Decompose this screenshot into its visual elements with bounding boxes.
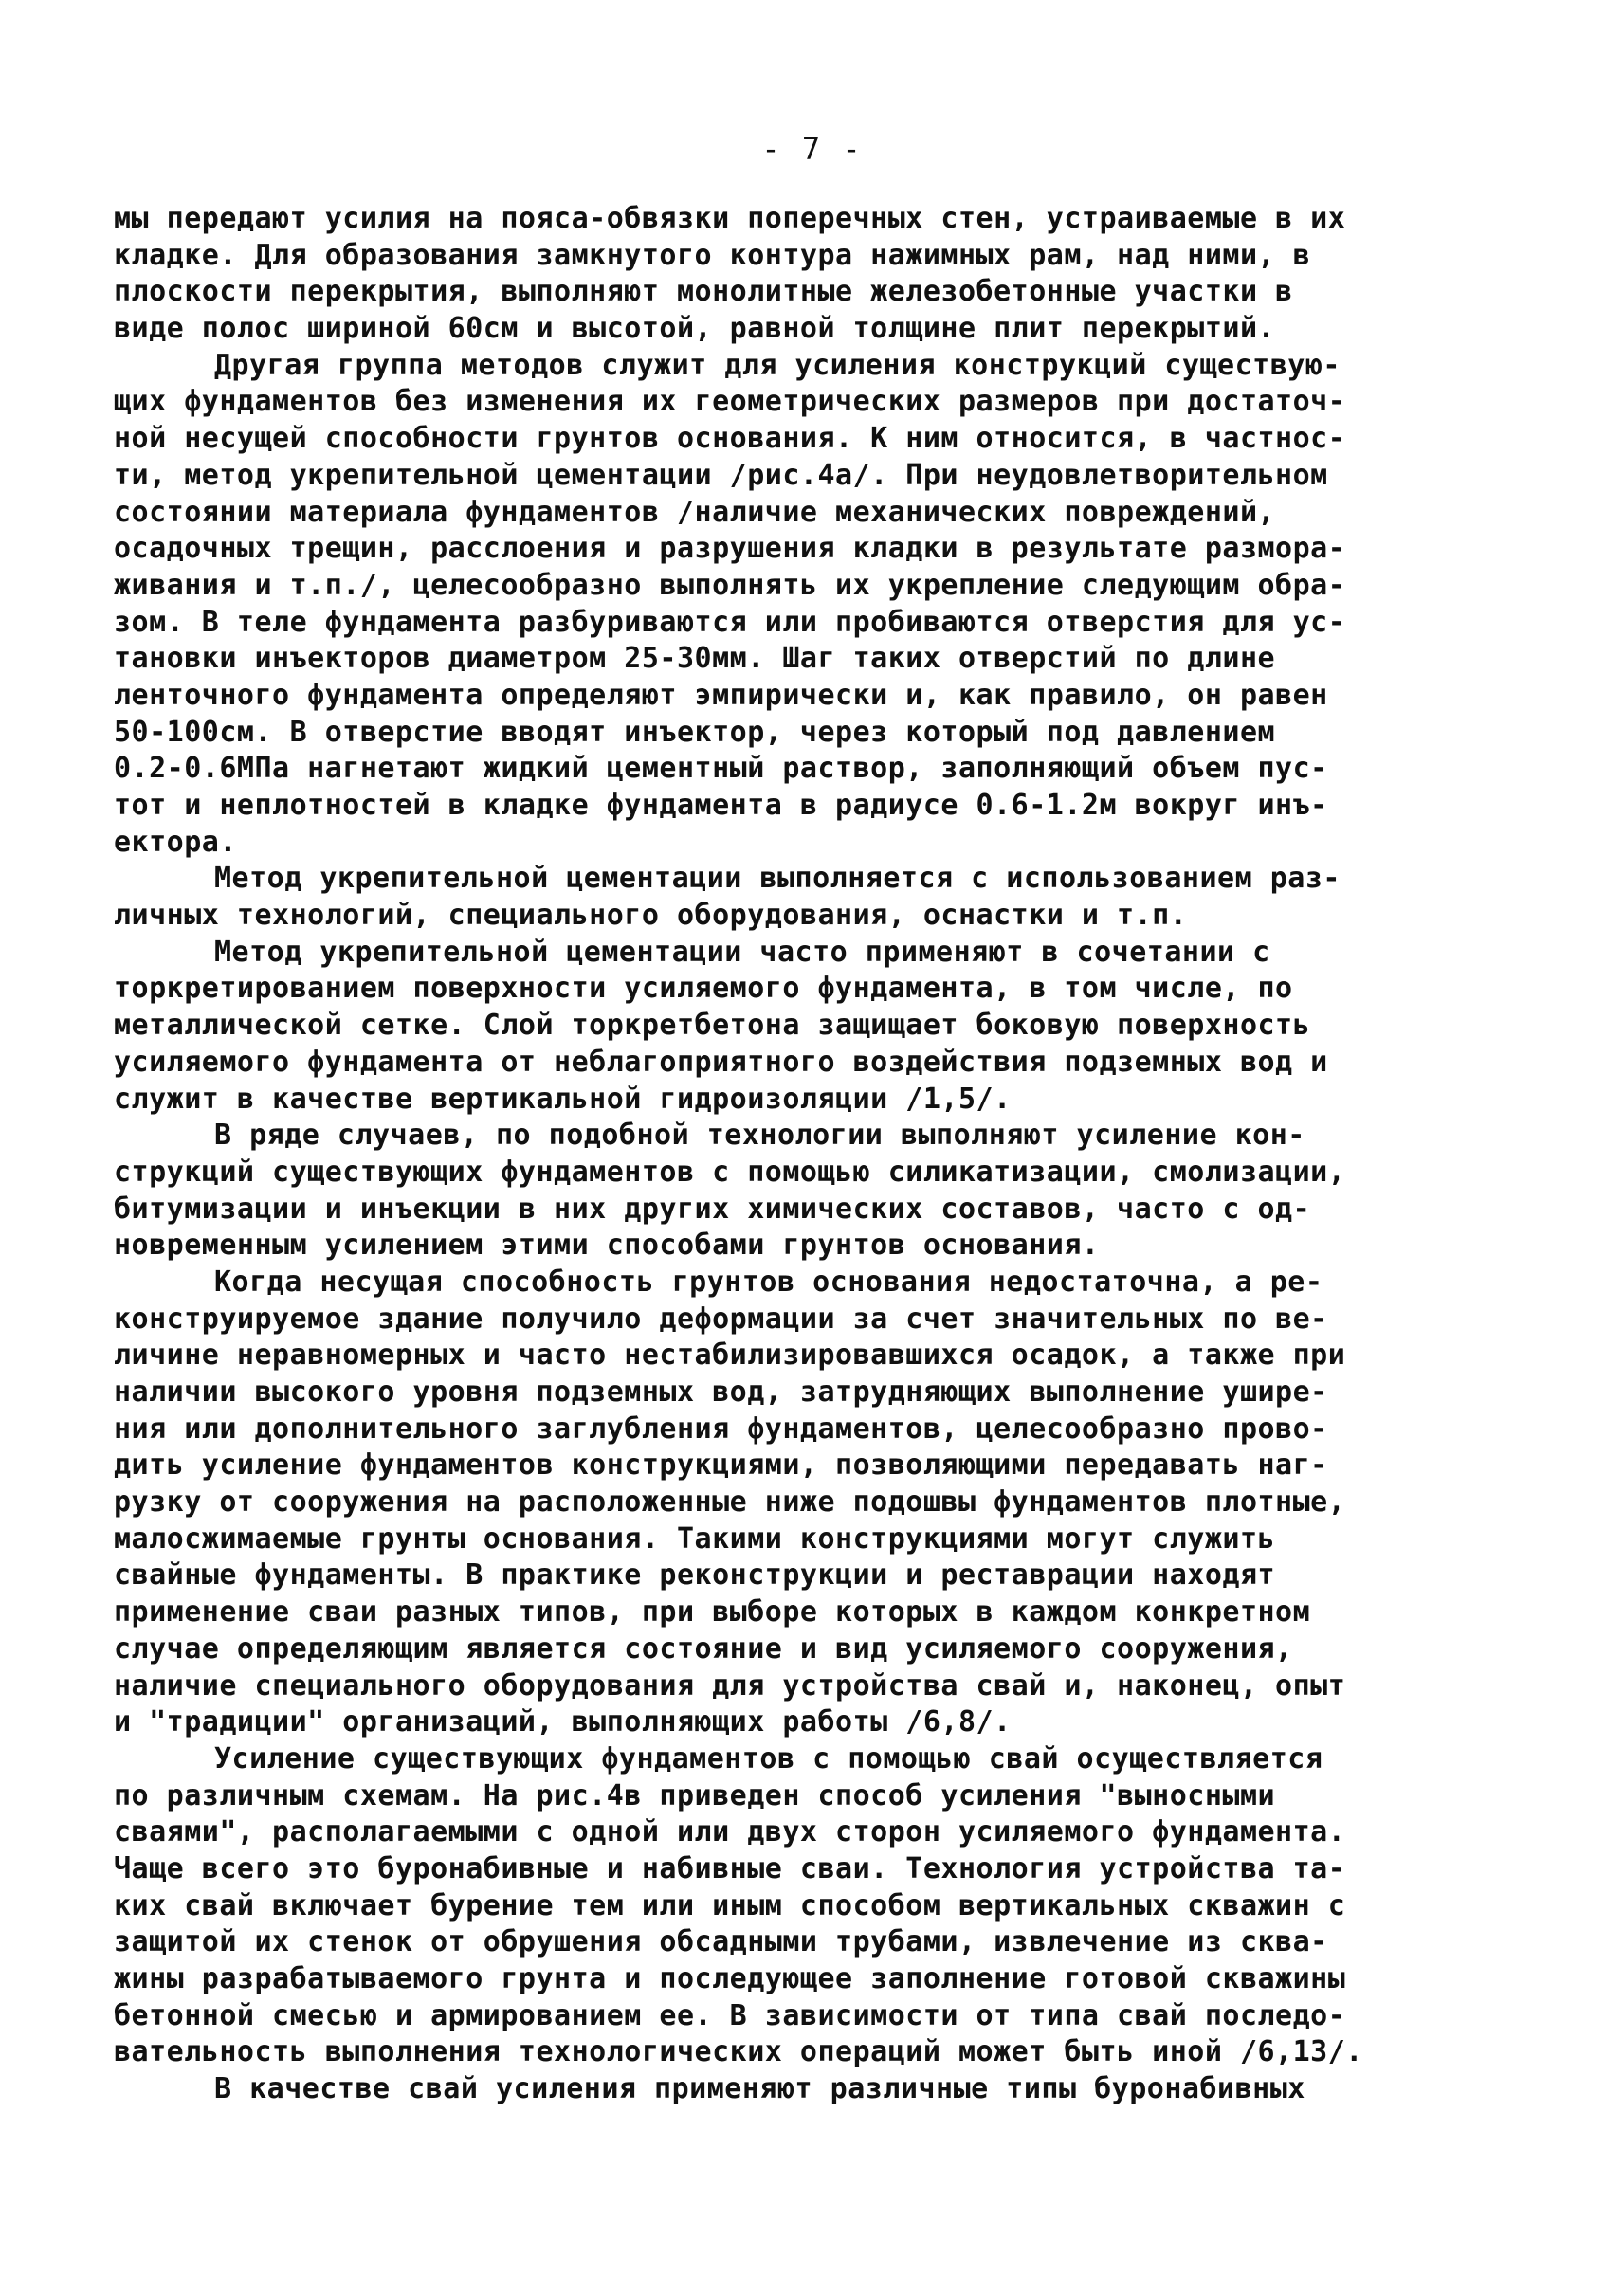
text-line: служит в качестве вертикальной гидроизоляции /1,5/. — [114, 1082, 1012, 1116]
text-line: В качестве свай усиления применяют различные типы буронабивных — [214, 2072, 1305, 2106]
text-line: металлической сетке. Слой торкретбетона защищает боковую поверхность — [114, 1009, 1311, 1043]
text-line: тот и неплотностей в кладке фундамента в радиусе 0.6-1.2м вокруг инъ- — [114, 789, 1328, 822]
text-line: малосжимаемые грунты основания. Такими конструкциями могут служить — [114, 1521, 1276, 1556]
text-line: жины разрабатываемого грунта и последующее заполнение готовой скважины — [114, 1962, 1346, 1995]
text-line: наличии высокого уровня подземных вод, затрудняющих выполнение уширe- — [114, 1375, 1328, 1409]
text-line: Усиление существующих фундаментов с помощью свай осуществляется — [214, 1741, 1323, 1776]
text-line: В ряде случаев, по подобной технологии выполняют усиление кон- — [214, 1119, 1305, 1153]
text-line: зом. В теле фундамента разбуриваются или пробиваются отверстия для ус- — [114, 605, 1346, 639]
text-line: 0.2-0.6МПа нагнетают жидкий цементный раствор, заполняющий объем пус- — [114, 752, 1328, 786]
text-line: вательность выполнения технологических операций может быть иной /6,13/. — [114, 2035, 1363, 2069]
text-line: плоскости перекрытия, выполняют монолитные железобетонные участки в — [114, 275, 1293, 309]
text-line: защитой их стенок от обрушения обсадными трубами, извлечение из сква- — [114, 1925, 1328, 1959]
text-line: личине неравномерных и часто нестабилизировавшихся осадок, а также при — [114, 1339, 1346, 1373]
text-line: новременным усилением этими способами грунтов основания. — [114, 1229, 1100, 1263]
text-line: Когда несущая способность грунтов основания недостаточна, а ре- — [214, 1265, 1323, 1299]
text-line: сваями", располагаемыми с одной или двух сторон усиляемого фундамента. — [114, 1815, 1346, 1849]
text-line: Метод укрепительной цементации выполняется с использованием раз- — [214, 862, 1341, 896]
text-line: состоянии материала фундаментов /наличие механических повреждений, — [114, 495, 1276, 529]
text-line: конструируемое здание получило деформации за счет значительных по ве- — [114, 1302, 1328, 1336]
text-line: бетонной смесью и армированием ее. В зависимости от типа свай последо- — [114, 1998, 1346, 2032]
text-line: случае определяющим является состояние и вид усиляемого сооружения, — [114, 1631, 1293, 1666]
body-text — [114, 201, 1524, 2108]
text-line: живания и т.п./, целесообразно выполнять их укрепление следующим обра- — [114, 568, 1346, 602]
text-line: струкций существующих фундаментов с помощью силикатизации, смолизации, — [114, 1155, 1346, 1189]
text-line: Метод укрепительной цементации часто применяют в сочетании с — [214, 935, 1270, 969]
text-line: виде полос шириной 60см и высотой, равной толщине плит перекрытий. — [114, 312, 1276, 346]
text-line: битумизации и инъекции в них других химических составов, часто с од- — [114, 1192, 1311, 1226]
text-line: торкретированием поверхности усиляемого фундамента, в том числе, по — [114, 972, 1293, 1006]
text-line: ленточного фундамента определяют эмпирически и, как правило, он равен — [114, 678, 1328, 712]
text-line: личных технологий, специального оборудования, оснастки и т.п. — [114, 899, 1188, 933]
text-line: и "традиции" организаций, выполняющих работы /6,8/. — [114, 1705, 1012, 1739]
text-line: ной несущей способности грунтов основания. К ним относится, в частнос- — [114, 422, 1346, 456]
text-line: ти, метод укрепительной цементации /рис.4а/. При неудовлетворительном — [114, 458, 1328, 492]
text-line: свайные фундаменты. В практике реконструкции и реставрации находят — [114, 1558, 1276, 1593]
text-line: наличие специального оборудования для устройства свай и, наконец, опыт — [114, 1668, 1346, 1703]
text-line: дить усиление фундаментов конструкциями, позволяющими передавать наг- — [114, 1448, 1328, 1483]
text-line: кладке. Для образования замкнутого контура нажимных рам, над ними, в — [114, 238, 1311, 272]
text-line: рузку от сооружения на расположенные ниже подошвы фундаментов плотные, — [114, 1485, 1346, 1520]
text-line: усиляемого фундамента от неблагоприятного воздействия подземных вод и — [114, 1045, 1328, 1079]
text-line: ния или дополнительного заглубления фундаментов, целесообразно прово- — [114, 1412, 1328, 1446]
page-number: - 7 - — [761, 131, 863, 167]
text-line: Другая группа методов служит для усиления конструкций существую- — [214, 348, 1341, 382]
text-line: 50-100см. В отверстие вводят инъектор, через который под давлением — [114, 715, 1276, 749]
text-line: применение сваи разных типов, при выборе которых в каждом конкретном — [114, 1595, 1311, 1630]
text-line: мы передают усилия на пояса-обвязки поперечных стен, устраиваемые в их — [114, 202, 1346, 235]
text-line: ектора. — [114, 825, 237, 859]
text-line: осадочных трещин, расслоения и разрушения кладки в результате размора- — [114, 532, 1346, 566]
text-line: по различным схемам. На рис.4в приведен способ усиления "выносными — [114, 1778, 1276, 1812]
text-line: ких свай включает бурение тем или иным способом вертикальных скважин с — [114, 1888, 1346, 1922]
text-line: щих фундаментов без изменения их геометрических размеров при достаточ- — [114, 385, 1346, 419]
text-line: тановки инъекторов диаметром 25-30мм. Шаг таких отверстий по длине — [114, 642, 1276, 676]
text-line: Чаще всего это буронабивные и набивные сваи. Технология устройства та- — [114, 1851, 1346, 1885]
